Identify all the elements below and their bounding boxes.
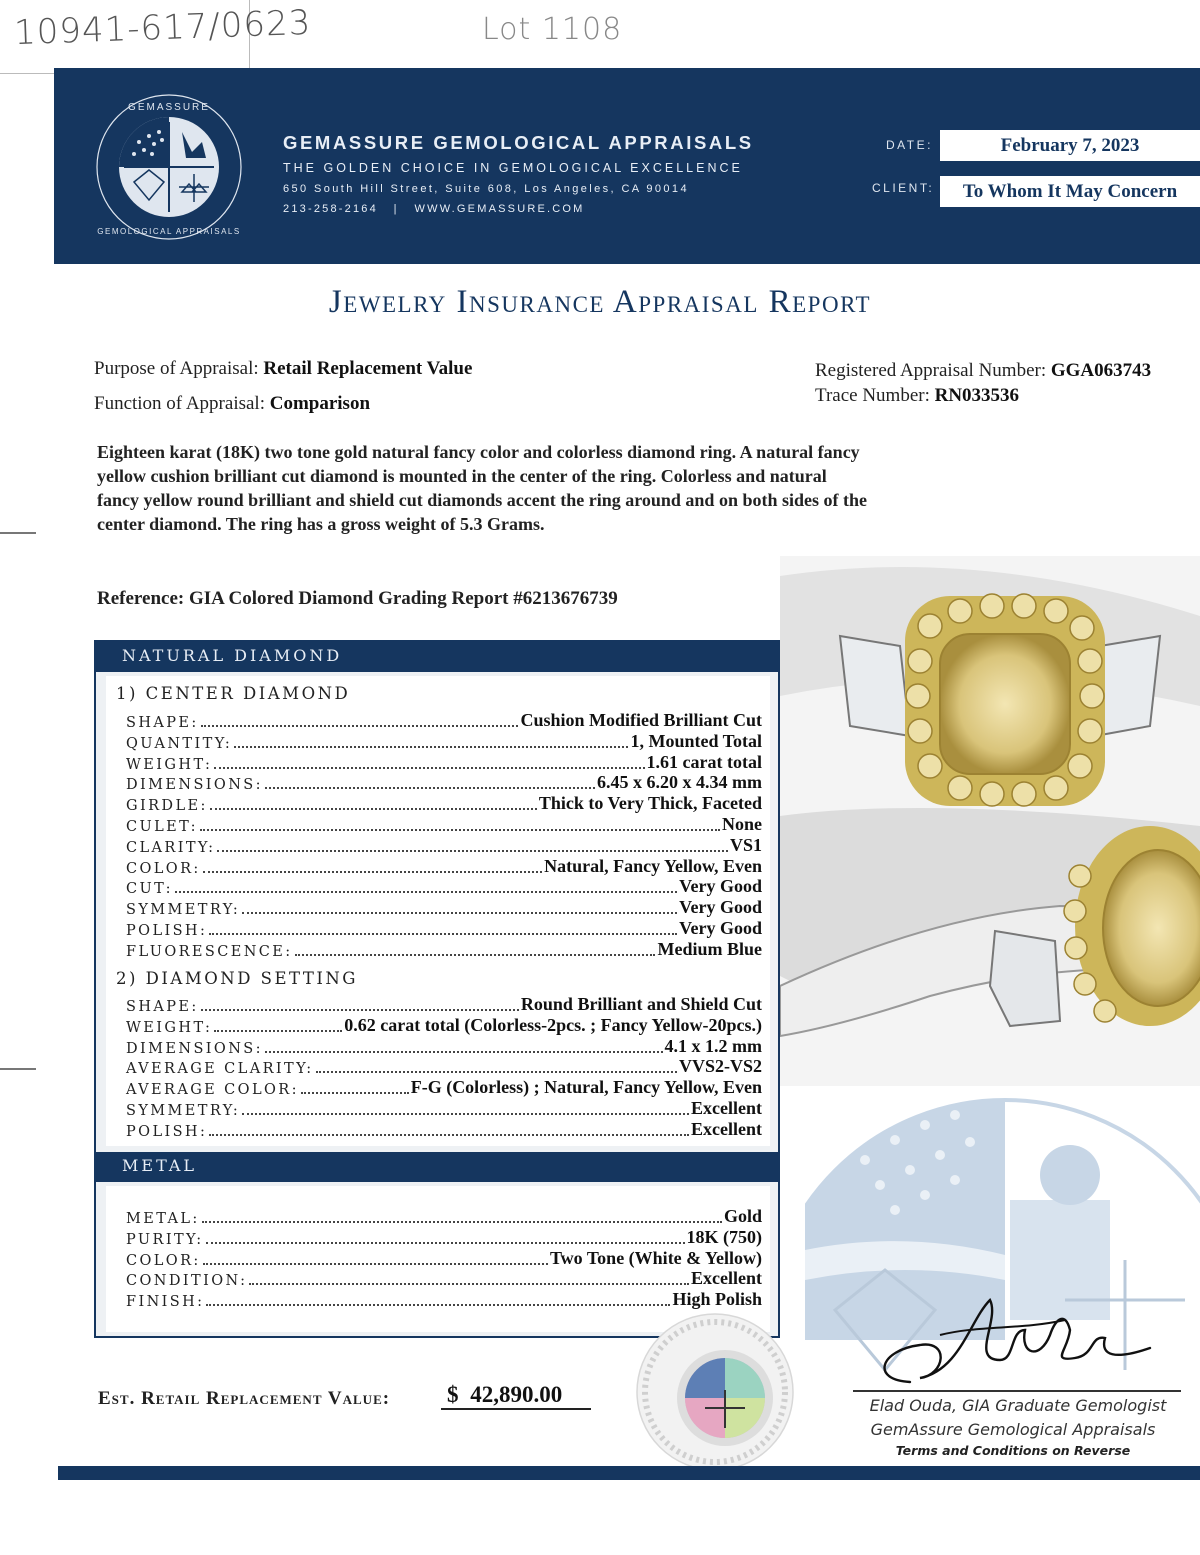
trace-number	[815, 385, 1019, 407]
spec-label: METAL:	[126, 1211, 200, 1227]
date-value: February 7, 2023	[940, 130, 1200, 161]
spec-label: CUT:	[126, 881, 173, 898]
dot-leader	[242, 1113, 689, 1115]
spec-value: High Polish	[672, 1289, 762, 1310]
company-tagline: THE GOLDEN CHOICE IN GEMOLOGICAL EXCELLENCE	[283, 161, 743, 175]
dot-leader	[203, 1263, 548, 1265]
diamond-details	[106, 676, 770, 1146]
spec-label: SHAPE:	[126, 715, 199, 731]
spec-value: VVS2-VS2	[678, 1056, 762, 1077]
metal-row	[126, 1289, 762, 1310]
valuation-currency: $	[447, 1382, 459, 1407]
setting-row	[126, 1098, 762, 1119]
valuation-amount	[441, 1382, 591, 1410]
spec-label: PURITY:	[126, 1231, 204, 1248]
spec-value: Very Good	[679, 876, 762, 897]
dot-leader	[316, 1071, 677, 1073]
center-row	[126, 939, 762, 960]
registered-label: Registered Appraisal Number:	[815, 360, 1047, 381]
spec-value: Very Good	[679, 918, 762, 938]
company-name: GEMASSURE GEMOLOGICAL APPRAISALS	[283, 132, 754, 153]
dot-leader	[201, 1009, 519, 1011]
function-of-appraisal	[94, 393, 370, 415]
center-row	[126, 897, 762, 918]
center-row	[126, 793, 762, 814]
spec-value: Cushion Modified Brilliant Cut	[520, 710, 762, 730]
report-title: Jewelry Insurance Appraisal Report	[328, 284, 872, 320]
purpose-value: Retail Replacement Value	[263, 358, 473, 379]
center-row	[126, 835, 762, 856]
company-block	[283, 132, 754, 215]
client-value: To Whom It May Concern	[940, 176, 1200, 207]
center-row	[126, 731, 762, 752]
dot-leader	[217, 850, 728, 852]
dot-leader	[265, 1051, 663, 1053]
ring-photo-image	[780, 556, 1200, 1086]
date-label: DATE:	[886, 138, 933, 152]
spec-label: DIMENSIONS:	[126, 777, 263, 794]
setting-row	[126, 1036, 762, 1057]
purpose-of-appraisal	[94, 358, 472, 380]
handwritten-reference-number: 10941-617/0623	[13, 2, 312, 54]
setting-row	[126, 1056, 762, 1077]
spec-value: 6.45 x 6.20 x 4.34 mm	[597, 772, 762, 793]
spec-label: SYMMETRY:	[126, 1103, 241, 1119]
center-row	[126, 710, 762, 731]
registered-appraisal-number	[815, 360, 1151, 382]
spec-value: None	[722, 814, 762, 834]
company-phone: 213-258-2164	[283, 203, 378, 215]
dot-leader	[200, 829, 720, 831]
trace-value: RN033536	[934, 385, 1020, 406]
dot-leader	[214, 1030, 342, 1032]
center-row	[126, 752, 762, 773]
metal-row	[126, 1227, 762, 1248]
spec-value: VS1	[729, 834, 762, 855]
gia-reference: Reference: GIA Colored Diamond Grading Report #6213676739	[97, 588, 618, 609]
svg-text:GEMOLOGICAL APPRAISALS: GEMOLOGICAL APPRAISALS	[97, 227, 241, 236]
center-row	[126, 814, 762, 835]
spec-label: SYMMETRY:	[126, 902, 241, 919]
spec-label: DIMENSIONS:	[126, 1040, 263, 1057]
center-row	[126, 772, 762, 793]
function-value: Comparison	[269, 393, 371, 414]
report-header	[54, 68, 1200, 264]
dot-leader	[301, 1092, 409, 1094]
dot-leader	[214, 767, 644, 769]
spec-label: SHAPE:	[126, 999, 199, 1015]
metal-row	[126, 1248, 762, 1269]
spec-value: F-G (Colorless) ; Natural, Fancy Yellow, Even	[410, 1077, 762, 1098]
spec-label: POLISH:	[126, 923, 208, 939]
company-address: 650 South Hill Street, Suite 608, Los Angeles, CA 90014	[283, 183, 689, 195]
dot-leader	[242, 912, 677, 914]
center-row	[126, 876, 762, 897]
dot-leader	[201, 725, 519, 727]
dot-leader	[203, 871, 542, 873]
margin-mark	[0, 532, 36, 534]
terms-note: Terms and Conditions on Reverse	[895, 1443, 1131, 1458]
registered-value: GGA063743	[1050, 360, 1152, 381]
diamond-setting-heading: 2) DIAMOND SETTING	[116, 969, 358, 988]
svg-text:GEMASSURE: GEMASSURE	[128, 102, 210, 113]
appraiser-name: Elad Ouda, GIA Graduate Gemologist	[869, 1396, 1167, 1415]
gemassure-logo-icon	[94, 92, 244, 242]
margin-mark	[0, 1068, 36, 1070]
spec-value: 18K (750)	[686, 1226, 762, 1247]
spec-value: Very Good	[679, 897, 762, 918]
spec-value: Round Brilliant and Shield Cut	[520, 994, 762, 1014]
company-website: WWW.GEMASSURE.COM	[414, 203, 585, 215]
spec-label: WEIGHT:	[126, 756, 213, 773]
spec-label: AVERAGE CLARITY:	[126, 1061, 314, 1078]
spec-value: 1.61 carat total	[646, 751, 762, 772]
valuation-label: Est. Retail Replacement Value:	[98, 1388, 391, 1409]
signature-line	[853, 1390, 1181, 1392]
spec-value: Gold	[723, 1206, 762, 1226]
metal-row	[126, 1206, 762, 1227]
setting-row	[126, 994, 762, 1015]
spec-value: Medium Blue	[657, 938, 762, 959]
spec-label: CULET:	[126, 819, 198, 835]
dot-leader	[234, 746, 628, 748]
dot-leader	[206, 1242, 685, 1244]
setting-row	[126, 1077, 762, 1098]
spec-value: Excellent	[691, 1118, 762, 1139]
spec-label: CONDITION:	[126, 1273, 248, 1290]
spec-label: FLUORESCENCE:	[126, 943, 293, 960]
dot-leader	[202, 1221, 722, 1223]
spec-value: Two Tone (White & Yellow)	[549, 1247, 762, 1268]
hologram-seal-icon	[605, 1310, 825, 1475]
spec-label: AVERAGE COLOR:	[126, 1082, 299, 1099]
company-contact	[283, 203, 754, 215]
natural-diamond-band: NATURAL DIAMOND	[96, 642, 778, 672]
dot-leader	[265, 787, 595, 789]
dot-leader	[209, 933, 677, 935]
footer-bar	[58, 1466, 1200, 1480]
dot-leader	[295, 954, 656, 956]
valuation-value: 42,890.00	[470, 1382, 563, 1407]
spec-label: POLISH:	[126, 1123, 208, 1140]
spec-label: FINISH:	[126, 1294, 205, 1311]
spec-label: COLOR:	[126, 860, 201, 877]
spec-value: 0.62 carat total (Colorless-2pcs. ; Fancy Yellow-20pcs.)	[344, 1014, 762, 1035]
spec-label: COLOR:	[126, 1252, 201, 1269]
function-label: Function of Appraisal:	[94, 393, 265, 414]
spec-label: CLARITY:	[126, 839, 216, 856]
appraiser-company: GemAssure Gemological Appraisals	[870, 1420, 1156, 1439]
spec-value: 1, Mounted Total	[630, 730, 762, 751]
setting-row	[126, 1119, 762, 1140]
setting-row	[126, 1015, 762, 1036]
spec-value: Natural, Fancy Yellow, Even	[544, 855, 762, 876]
spec-value: 4.1 x 1.2 mm	[664, 1035, 762, 1056]
spec-value: Excellent	[691, 1098, 762, 1118]
center-diamond-heading: 1) CENTER DIAMOND	[116, 684, 351, 703]
center-row	[126, 918, 762, 939]
trace-label: Trace Number:	[815, 385, 930, 406]
dot-leader	[209, 1134, 689, 1136]
diamond-spec-panel	[94, 640, 780, 1338]
spec-value: Thick to Very Thick, Faceted	[538, 793, 762, 814]
spec-label: GIRDLE:	[126, 798, 208, 815]
purpose-label: Purpose of Appraisal:	[94, 358, 259, 379]
dot-leader	[175, 891, 677, 893]
signature-icon	[850, 1290, 1180, 1390]
spec-label: QUANTITY:	[126, 735, 233, 752]
metal-row	[126, 1268, 762, 1289]
item-description: Eighteen karat (18K) two tone gold natural fancy color and colorless diamond ring. A natural fancy yellow cushion brilliant cut diamond is mounted in the center of the ring. Colorless and natural fancy yellow round brilliant and shield cut diamonds accent the ring around and on both sides of the center diamond. The ring has a gross weight of 5.3 Grams.	[97, 442, 867, 534]
center-row	[126, 856, 762, 877]
dot-leader	[249, 1283, 689, 1285]
spec-value: Excellent	[691, 1268, 762, 1289]
dot-leader	[210, 808, 537, 810]
client-label: CLIENT:	[872, 181, 935, 195]
contact-divider: |	[383, 203, 410, 215]
handwritten-lot-number: Lot 1108	[482, 12, 623, 47]
dot-leader	[206, 1304, 670, 1306]
metal-band: METAL	[96, 1152, 778, 1182]
spec-label: WEIGHT:	[126, 1019, 213, 1036]
